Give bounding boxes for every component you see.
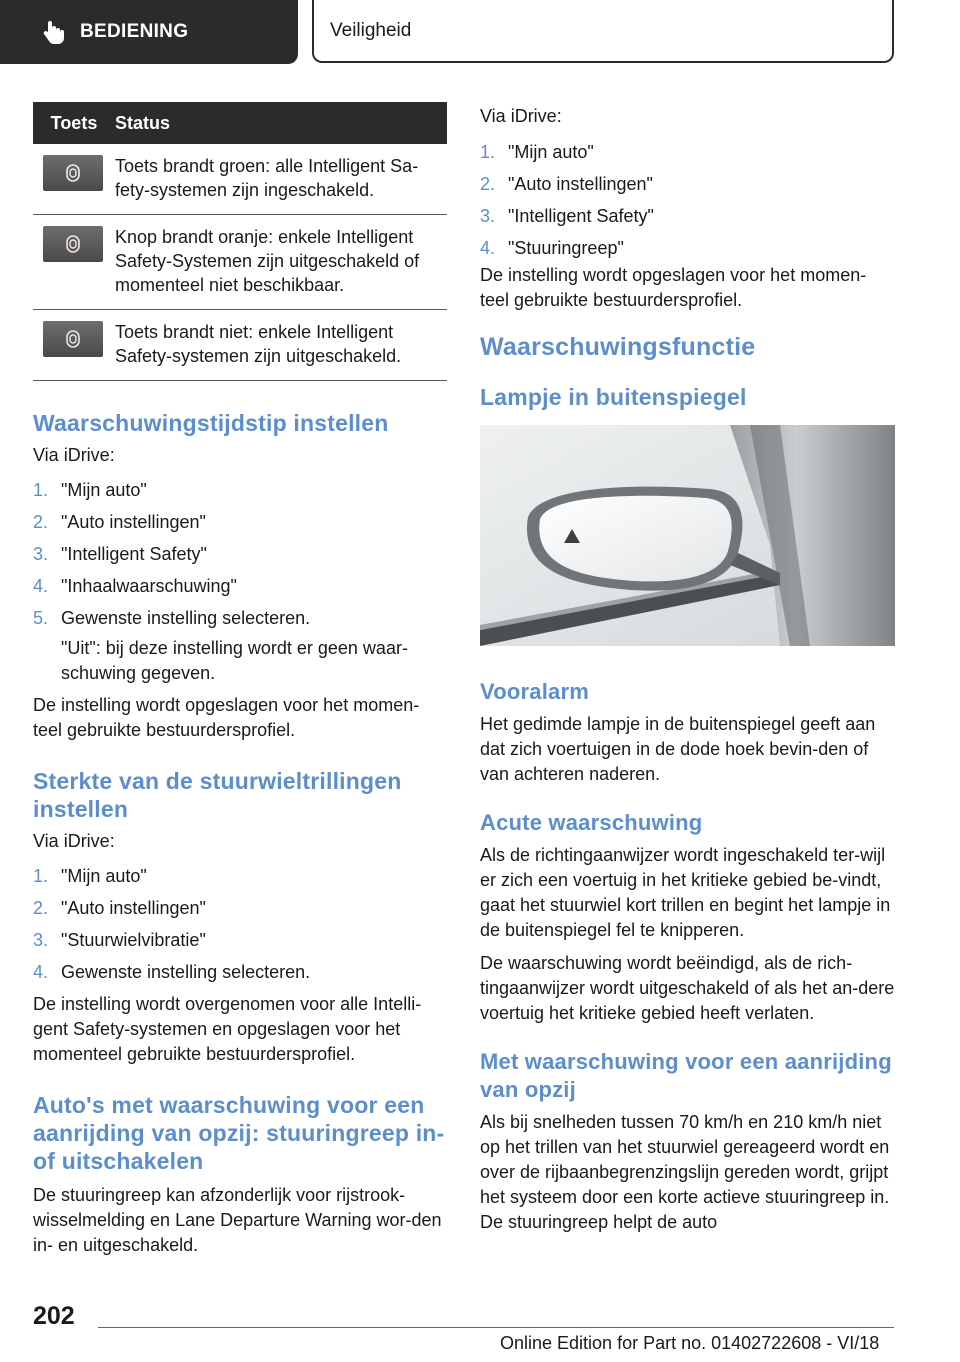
table-row <box>33 310 447 381</box>
list-item: 1. "Mijn auto" <box>33 866 147 886</box>
safety-button-image <box>43 155 103 191</box>
paragraph: Als de richtingaanwijzer wordt ingeschakeld ter-wijl er zich een voertuig in het kritieke gebied be-vindt, gaat het stuurwiel kort trillen en begint het lampje in de buitenspiegel fel te knipperen. <box>480 845 891 940</box>
status-text: Toets brandt groen: alle Intelligent Sa-fety-systemen zijn ingeschakeld. <box>115 144 447 215</box>
safety-button-image <box>43 226 103 262</box>
section-heading-vibration: Sterkte van de stuurwieltrillingen instellen <box>33 768 402 822</box>
section-heading-warning-time: Waarschuwingstijdstip instellen <box>33 410 389 436</box>
list-item: 2. "Auto instellingen" <box>33 898 206 918</box>
list-item: 3. "Intelligent Safety" <box>480 206 654 226</box>
list-item: 3. "Intelligent Safety" <box>33 544 207 564</box>
list-item: 4. "Stuuringreep" <box>480 238 624 258</box>
steps-list <box>480 140 895 261</box>
section-title: Veiligheid <box>330 19 412 41</box>
list-item: 2. "Auto instellingen" <box>480 174 653 194</box>
edition-text: Online Edition for Part no. 01402722608 - VI/18 <box>500 1333 880 1353</box>
section-heading-acute-warning: Acute waarschuwing <box>480 810 703 835</box>
list-item: 3. "Stuurwielvibratie" <box>33 930 206 950</box>
steps-list <box>33 478 447 631</box>
button-image-cell <box>33 310 115 381</box>
section-header <box>312 0 894 63</box>
list-item: 1. "Mijn auto" <box>480 142 594 162</box>
side-mirror-illustration <box>480 425 895 646</box>
chapter-label: BEDIENING <box>80 21 189 42</box>
via-idrive-label: Via iDrive: <box>33 831 115 851</box>
status-table <box>33 102 447 381</box>
table-header-row <box>33 102 447 144</box>
steps-list <box>33 864 447 985</box>
list-item: 4. "Inhaalwaarschuwing" <box>33 576 237 596</box>
intelligent-safety-icon <box>65 330 81 348</box>
paragraph: De waarschuwing wordt beëindigd, als de rich-tingaanwijzer wordt uitgeschakeld of als het an-dere voertuig het kritieke gebied heeft verlaten. <box>480 953 895 1023</box>
safety-button-image <box>43 321 103 357</box>
hand-pointer-icon <box>40 19 66 45</box>
table-row <box>33 144 447 215</box>
section-heading-side-collision: Met waarschuwing voor een aanrijding van opzij <box>480 1049 892 1102</box>
section-heading-pre-alarm: Vooralarm <box>480 679 589 704</box>
button-image-cell <box>33 144 115 215</box>
list-item: 5. Gewenste instelling selecteren. <box>33 608 311 628</box>
section-heading-steering-intervention: Auto's met waarschuwing voor een aanrijding van opzij: stuuringreep in- of uitschakelen <box>33 1092 445 1174</box>
paragraph: De instelling wordt opgeslagen voor het momen-teel gebruikte bestuurdersprofiel. <box>480 265 867 310</box>
status-text: Knop brandt oranje: enkele Intelligent Safety-Systemen zijn uitgeschakeld of momenteel niet beschikbaar. <box>115 215 447 310</box>
status-text: Toets brandt niet: enkele Intelligent Safety-systemen zijn uitgeschakeld. <box>115 310 447 381</box>
list-item: 2. "Auto instellingen" <box>33 512 206 532</box>
list-item: 4. Gewenste instelling selecteren. <box>33 962 311 982</box>
via-idrive-label: Via iDrive: <box>480 106 562 126</box>
footer-divider <box>98 1327 894 1328</box>
page-number: 202 <box>33 1302 75 1330</box>
list-item: 1. "Mijn auto" <box>33 480 147 500</box>
section-heading-warning-function: Waarschuwingsfunctie <box>480 333 756 361</box>
paragraph: De instelling wordt opgeslagen voor het momen-teel gebruikte bestuurdersprofiel. <box>33 695 420 740</box>
chapter-tab[interactable] <box>0 0 298 64</box>
button-image-cell <box>33 215 115 310</box>
intelligent-safety-icon <box>65 164 81 182</box>
column-header-key: Toets <box>33 102 115 144</box>
paragraph: De instelling wordt overgenomen voor alle Intelli-gent Safety-systemen en opgeslagen voor het momenteel gebruikte bestuurdersprofiel. <box>33 994 422 1064</box>
step-note: "Uit": bij deze instelling wordt er geen waar-schuwing gegeven. <box>61 638 408 683</box>
left-column <box>33 102 447 1258</box>
via-idrive-label: Via iDrive: <box>33 445 115 465</box>
paragraph: Het gedimde lampje in de buitenspiegel geeft aan dat zich voertuigen in de dode hoek bevin-den of van achteren naderen. <box>480 714 876 784</box>
column-header-status: Status <box>115 102 447 144</box>
paragraph: Als bij snelheden tussen 70 km/h en 210 km/h niet op het trillen van het stuurwiel gereageerd wordt en over de rijbaanbegrenzingslijn gereden wordt, grijpt het systeem door een korte actieve stuuringreep in. De stuuringreep helpt de auto <box>480 1112 890 1232</box>
table-row <box>33 215 447 310</box>
paragraph: De stuuringreep kan afzonderlijk voor rijstrook-wisselmelding en Lane Departure Warning wor-den in- en uitgeschakeld. <box>33 1185 442 1255</box>
intelligent-safety-icon <box>65 235 81 253</box>
right-column <box>480 104 895 1235</box>
section-heading-mirror-lamp: Lampje in buitenspiegel <box>480 384 747 410</box>
